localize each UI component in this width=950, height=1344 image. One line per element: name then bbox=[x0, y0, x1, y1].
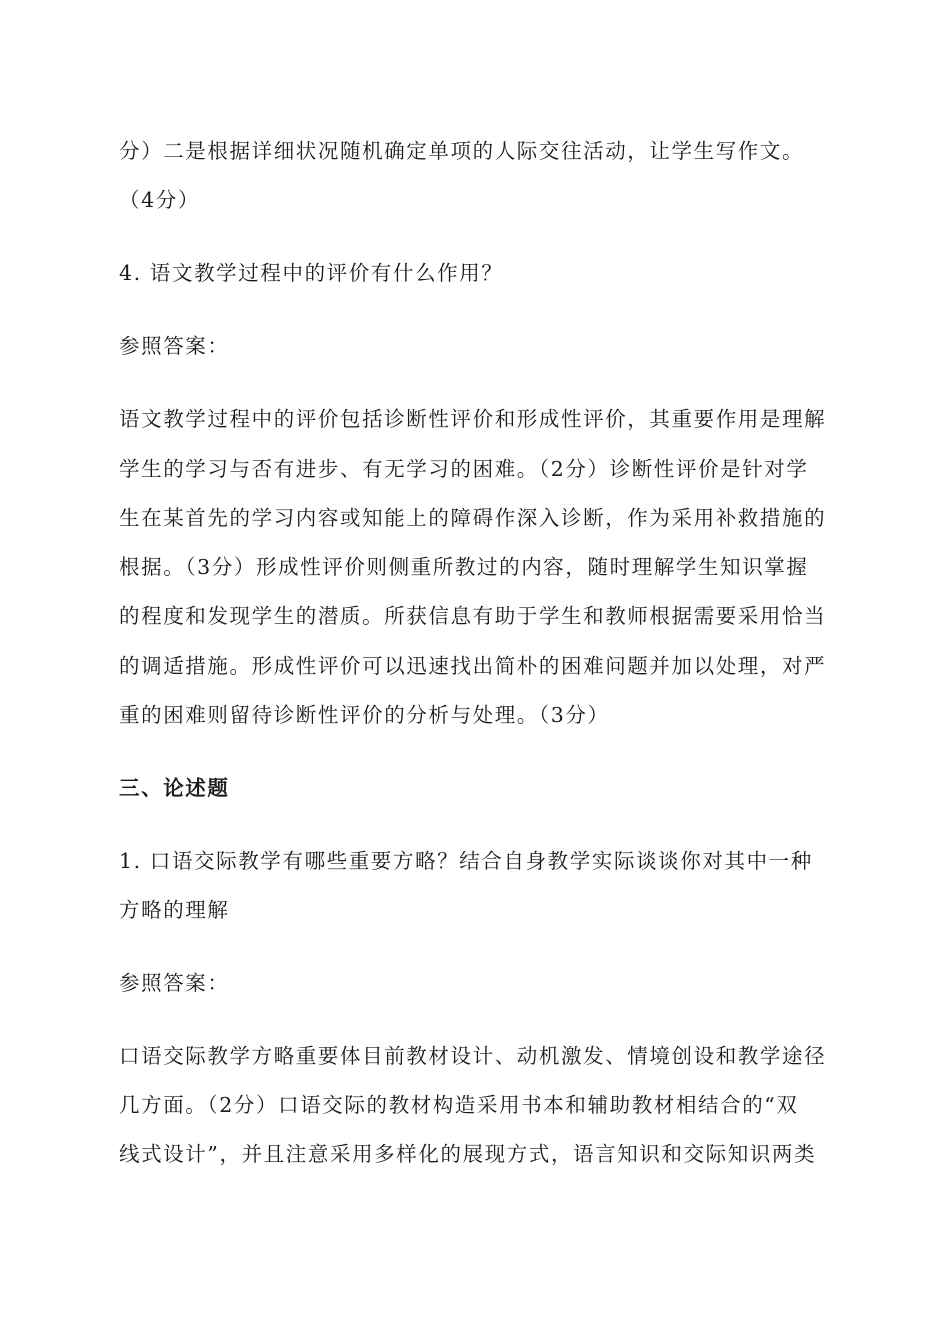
answer-4-line-7: 重的困难则留待诊断性评价的分析与处理。（3分） bbox=[119, 703, 610, 727]
essay-answer-line-2: 几方面。（2分）口语交际的教材构造采用书本和辅助教材相结合的“双 bbox=[119, 1093, 799, 1117]
essay-question-line-2: 方略的理解 bbox=[119, 898, 230, 922]
answer-4-line-1: 语文教学过程中的评价包括诊断性评价和形成性评价，其重要作用是理解 bbox=[119, 407, 827, 431]
answer-label: 参照答案： bbox=[119, 334, 230, 358]
section-title: 三、论述题 bbox=[119, 776, 230, 800]
answer-label: 参照答案： bbox=[119, 971, 230, 995]
essay-question-line-1: 1. 口语交际教学有哪些重要方略？结合自身教学实际谈谈你对其中一种 bbox=[119, 849, 813, 873]
essay-answer-line-3: 线式设计”，并且注意采用多样化的展现方式，语言知识和交际知识两类 bbox=[119, 1142, 817, 1166]
answer-4-line-2: 学生的学习与否有进步、有无学习的困难。（2分）诊断性评价是针对学 bbox=[119, 457, 809, 481]
answer-4-line-3: 生在某首先的学习内容或知能上的障碍作深入诊断，作为采用补救措施的 bbox=[119, 506, 827, 530]
question-4: 4. 语文教学过程中的评价有什么作用？ bbox=[119, 261, 504, 285]
answer-4-line-6: 的调适措施。形成性评价可以迅速找出简朴的困难问题并加以处理，对严 bbox=[119, 654, 827, 678]
answer-4-line-5: 的程度和发现学生的潜质。所获信息有助于学生和教师根据需要采用恰当 bbox=[119, 604, 827, 628]
answer-4-line-4: 根据。（3分）形成性评价则侧重所教过的内容，随时理解学生知识掌握 bbox=[119, 555, 809, 579]
continuation-line-1: 分）二是根据详细状况随机确定单项的人际交往活动，让学生写作文。 bbox=[119, 139, 805, 163]
essay-answer-line-1: 口语交际教学方略重要体目前教材设计、动机激发、情境创设和教学途径 bbox=[119, 1044, 827, 1068]
continuation-line-2: （4分） bbox=[119, 188, 200, 212]
